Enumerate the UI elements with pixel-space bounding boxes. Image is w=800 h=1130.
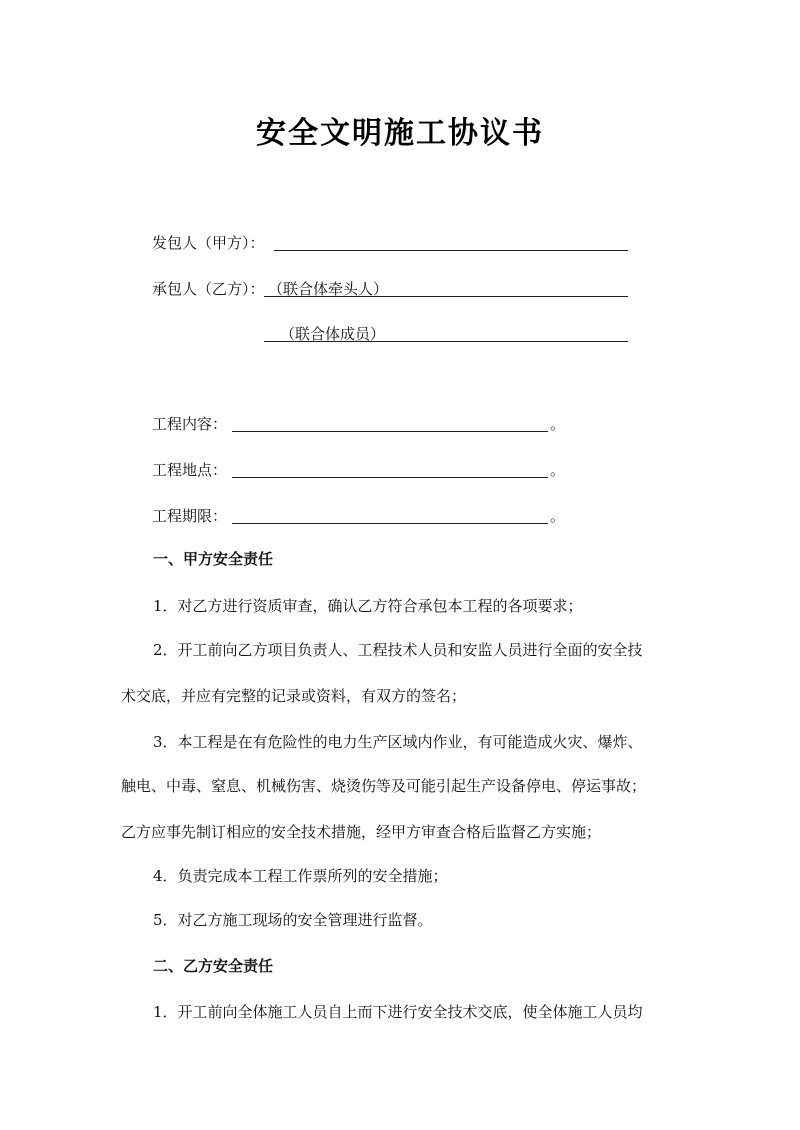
section1-item2-line1: 2．开工前向乙方项目负责人、工程技术人员和安监人员进行全面的安全技 [153,641,643,659]
lead-member-note: （联合体牵头人） [268,280,389,298]
project-period-fill-line [232,523,548,524]
section1-item5: 5．对乙方施工现场的安全管理进行监督。 [153,911,433,929]
project-location-fill-line [232,477,548,478]
project-content-fill-line [232,431,548,432]
project-content-end: 。 [550,415,566,433]
project-location-end: 。 [550,461,566,479]
contractor-fill-line [264,296,628,297]
section2-heading: 二、乙方安全责任 [153,957,274,975]
project-content-label: 工程内容： [152,415,228,433]
section1-item4: 4．负责完成本工程工作票所列的安全措施； [153,867,448,885]
section1-item3-line3: 乙方应事先制订相应的安全技术措施，经甲方审查合格后监督乙方实施； [121,823,602,841]
employer-label: 发包人（甲方）： [152,234,265,252]
project-period-label: 工程期限： [152,507,228,525]
member-fill-line [264,341,628,342]
section1-heading: 一、甲方安全责任 [153,550,274,568]
section1-item1: 1．对乙方进行资质审查，确认乙方符合承包本工程的各项要求； [153,597,583,615]
project-location-label: 工程地点： [152,461,228,479]
member-note: （联合体成员） [280,325,386,343]
contractor-label: 承包人（乙方）： [152,280,265,298]
section1-item3-line2: 触电、中毒、窒息、机械伤害、烧烫伤等及可能引起生产设备停电、停运事故； [121,777,647,795]
document-title: 安全文明施工协议书 [256,116,544,151]
section2-item1-line1: 1．开工前向全体施工人员自上而下进行安全技术交底，使全体施工人员均 [153,1003,643,1021]
section1-item2-line2: 术交底，并应有完整的记录或资料，有双方的签名； [121,687,467,705]
project-period-end: 。 [550,507,566,525]
section1-item3-line1: 3．本工程是在有危险性的电力生产区域内作业，有可能造成火灾、爆炸、 [153,733,643,751]
employer-fill-line [274,250,628,251]
